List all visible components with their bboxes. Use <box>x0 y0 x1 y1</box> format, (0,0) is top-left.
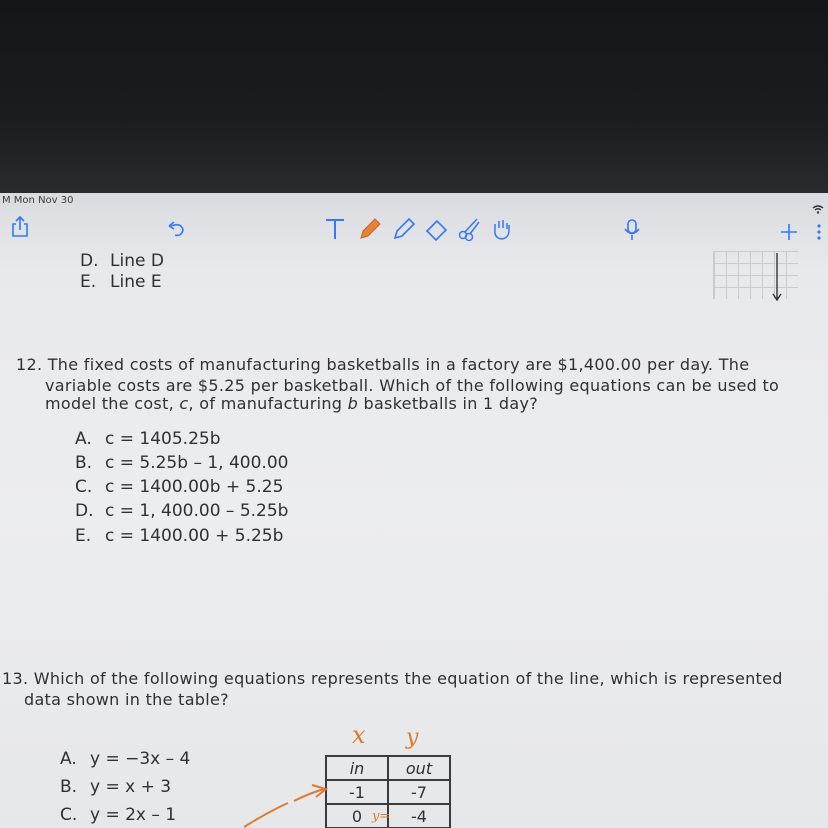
grid-arrow <box>770 253 784 303</box>
hand-icon[interactable] <box>488 215 516 243</box>
table-header-in: in <box>326 756 388 780</box>
q12-choice-c-letter: C. <box>75 477 93 497</box>
undo-icon[interactable] <box>165 217 189 241</box>
table-cell: -4 <box>388 804 450 828</box>
q13-choice-a-text: y = −3x – 4 <box>90 749 191 769</box>
q12-choice-e <box>75 526 283 546</box>
table-cell: -7 <box>388 780 450 804</box>
q13-line-1: 13. Which of the following equations represents the equation of the line, which is represented <box>2 669 783 688</box>
q12-choice-c-text: c = 1400.00b + 5.25 <box>105 477 284 497</box>
highlighter-icon[interactable] <box>390 215 418 243</box>
eraser-icon[interactable] <box>423 215 451 243</box>
table-row <box>326 780 450 804</box>
q13-choice-b-letter: B. <box>60 777 78 797</box>
monitor-bezel <box>0 0 828 195</box>
text-tool-icon[interactable] <box>322 215 348 243</box>
q12-line-3-b: , of manufacturing <box>188 394 348 413</box>
q12-line-1: 12. The fixed costs of manufacturing basketballs in a factory are $1,400.00 per day. The <box>16 355 750 374</box>
q12-line-3-a: model the cost, <box>45 394 180 413</box>
q12-choice-b <box>75 453 288 473</box>
q12-choice-d-text: c = 1, 400.00 – 5.25b <box>105 501 289 521</box>
microphone-icon[interactable] <box>620 217 644 243</box>
q12-var-b: b <box>347 394 359 413</box>
status-time: M Mon Nov 30 <box>2 195 74 206</box>
prev-choice-d-text: Line D <box>110 251 164 271</box>
q13-line-2: data shown in the table? <box>24 690 229 709</box>
prev-choice-d <box>80 251 164 271</box>
grid-figure <box>713 251 798 299</box>
q13-choice-c-text: y = 2x – 1 <box>90 805 177 825</box>
annotation-x-label: x <box>352 721 366 749</box>
annotation-row-note: y= <box>372 809 391 824</box>
prev-choice-d-letter: D. <box>80 251 99 271</box>
scissors-icon[interactable] <box>456 215 484 243</box>
table-header-row <box>326 756 450 780</box>
q12-choice-c <box>75 477 283 497</box>
q12-choice-a-letter: A. <box>75 429 92 449</box>
prev-choice-e-text: Line E <box>110 272 162 292</box>
q12-choice-b-letter: B. <box>75 453 93 473</box>
q12-choice-e-letter: E. <box>75 526 92 546</box>
share-icon[interactable] <box>8 215 32 239</box>
q12-choice-d <box>75 501 288 521</box>
q13-choice-b <box>60 777 171 797</box>
worksheet-page <box>0 251 828 828</box>
q12-line-3 <box>45 394 538 413</box>
q12-choice-a-text: c = 1405.25b <box>105 429 221 449</box>
q13-choice-a-letter: A. <box>60 749 77 769</box>
status-bar <box>0 193 828 211</box>
q12-choice-a <box>75 429 221 449</box>
table-header-out: out <box>388 756 450 780</box>
q13-choice-c <box>60 805 176 825</box>
prev-choice-e-letter: E. <box>80 272 97 292</box>
q13-choice-c-letter: C. <box>60 805 78 825</box>
table-cell: 0 <box>326 804 388 828</box>
q12-choice-e-text: c = 1400.00 + 5.25b <box>105 526 284 546</box>
annotation-toolbar <box>0 211 828 251</box>
add-icon[interactable] <box>778 221 800 243</box>
pen-icon[interactable] <box>356 215 384 243</box>
q12-var-c: c <box>179 394 189 413</box>
q12-line-3-end: basketballs in 1 day? <box>358 394 539 413</box>
q12-line-2: variable costs are $5.25 per basketball. Which of the following equations can be used to <box>45 376 780 395</box>
q13-choice-a <box>60 749 190 769</box>
q12-choice-b-text: c = 5.25b – 1, 400.00 <box>105 453 289 473</box>
annotation-y-label: y <box>406 725 419 750</box>
annotation-arrow <box>240 781 332 828</box>
prev-choice-e <box>80 272 162 292</box>
ipad-screen <box>0 193 828 828</box>
table-cell: -1 <box>326 780 388 804</box>
q12-choice-d-letter: D. <box>75 501 94 521</box>
more-icon[interactable] <box>812 221 826 243</box>
q13-choice-b-text: y = x + 3 <box>90 777 172 797</box>
